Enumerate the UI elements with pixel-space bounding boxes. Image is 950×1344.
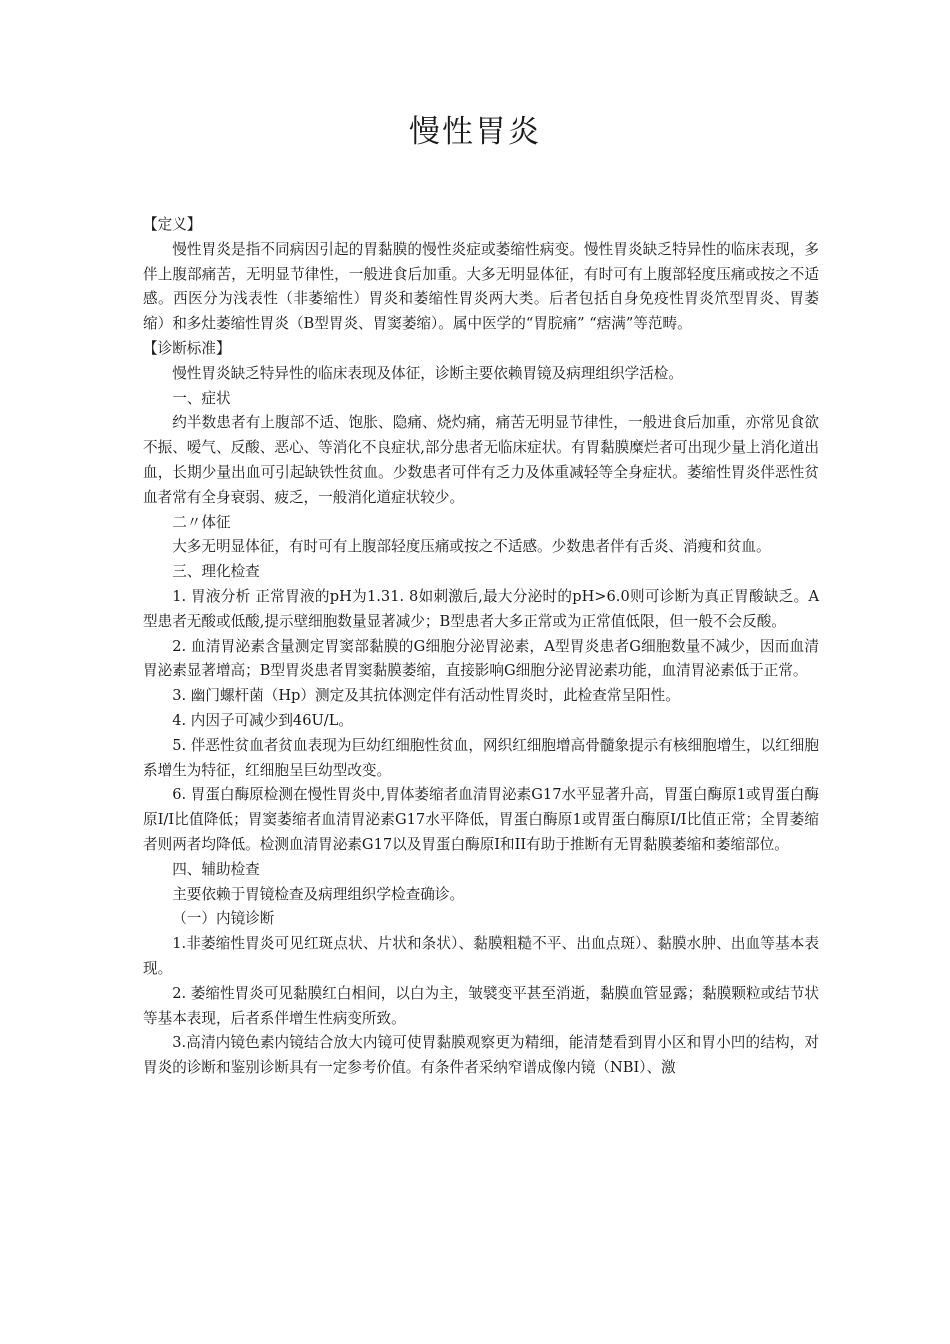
signs-heading: 二〃体征: [172, 513, 231, 531]
aux-heading: 四、辅助检查: [172, 860, 260, 878]
endoscopy-item: 3.高清内镜色素内镜结合放大内镜可使胃黏膜观察更为精细，能清楚看到胃小区和胃小凹的结构，对胃炎的诊断和鉴别诊断具有一定参考价值。有条件者采纳窄谱成像内镜（NBI）、激: [143, 1034, 819, 1077]
diagnosis-heading: 【诊断标准】: [143, 339, 231, 357]
aux-intro: 主要依赖于胃镜检查及病理组织学检查确诊。: [172, 885, 465, 903]
symptoms-heading: 一、症状: [172, 389, 231, 407]
lab-heading: 三、理化检查: [172, 563, 260, 581]
lab-item: 3. 幽门螺杆菌（Hp）测定及其抗体测定伴有活动性胃炎时，此检查常呈阳性。: [172, 687, 680, 705]
page-title: 慢性胃炎: [409, 114, 541, 150]
diagnosis-intro: 慢性胃炎缺乏特异性的临床表现及体征，诊断主要依赖胃镜及病理组织学活检。: [172, 364, 683, 382]
lab-item: 1. 胃液分析 正常胃液的pH为1.31. 8如刺激后,最大分泌时的pH>6.0则可诊断为真正胃酸缺乏。A型患者无酸或低酸,提示壁细胞数量显著减少；B型患者大多正常或为正常值低限，但一般不会反酸。: [143, 587, 819, 630]
signs-paragraph: 大多无明显体征，有时可有上腹部轻度压痛或按之不适感。少数患者伴有舌炎、消瘦和贫血。: [172, 538, 771, 556]
definition-paragraph: 慢性胃炎是指不同病因引起的胃黏膜的慢性炎症或萎缩性病变。慢性胃炎缺乏特异性的临床表现，多伴上腹部痛苦，无明显节律性，一般进食后加重。大多无明显体征，有时可有上腹部轻度压痛或按之不适感。西医分为浅表性（非萎缩性）胃炎和萎缩性胃炎两大类。后者包括自身免疫性胃炎笊型胃炎、胃萎缩）和多灶萎缩性胃炎（B型胃炎、胃窦萎缩）。属中医学的“胃脘痛” “痞满”等范畴。: [143, 240, 819, 333]
lab-item: 5. 伴恶性贫血者贫血表现为巨幼红细胞性贫血，网织红细胞增高骨髓象提示有核细胞增生，以红细胞系增生为特征，红细胞呈巨幼型改变。: [143, 736, 819, 779]
endoscopy-item: 1.非萎缩性胃炎可见红斑点状、片状和条状）、黏膜粗糙不平、出血点斑）、黏膜水肿、出血等基本表现。: [143, 935, 819, 977]
lab-item: 2. 血清胃泌素含量测定胃窦部黏膜的G细胞分泌胃泌素，A型胃炎患者G细胞数量不减少，因而血清胃泌素显著增高；B型胃炎患者胃窦黏膜萎缩，直接影响G细胞分泌胃泌素功能，血清胃泌素低于正常。: [143, 637, 819, 680]
document-body: [143, 213, 819, 1081]
lab-item: 4. 内因子可减少到46U/L。: [172, 711, 353, 729]
endoscopy-item: 2. 萎缩性胃炎可见黏膜红白相间，以白为主，皱襞变平甚至消逝，黏膜血管显露；黏膜颗粒或结节状等基本表现，后者系伴增生性病变所致。: [143, 984, 819, 1027]
lab-item: 6. 胃蛋白酶原检测在慢性胃炎中,胃体萎缩者血清胃泌素G17水平显著升高，胃蛋白酶原1或胃蛋白酶原I/I比值降低；胃窦萎缩者血清胃泌素G17水平降低，胃蛋白酶原1或胃蛋白酶原I/I比值正常；全胃萎缩者则两者均降低。检测血清胃泌素G17以及胃蛋白酶原I和II有助于推断有无胃黏膜萎缩和萎缩部位。: [143, 786, 819, 853]
definition-heading: 【定义】: [143, 216, 202, 233]
endoscopy-heading: （一）内镜诊断: [172, 910, 275, 928]
symptoms-paragraph: 约半数患者有上腹部不适、饱胀、隐痛、烧灼痛，痛苦无明显节律性，一般进食后加重，亦常见食欲不振、嗳气、反酸、恶心、等消化不良症状,部分患者无临床症状。有胃黏膜糜烂者可出现少量上消化道出血，长期少量出血可引起缺铁性贫血。少数患者可伴有乏力及体重减轻等全身症状。萎缩性胃炎伴恶性贫血者常有全身衰弱、疲乏，一般消化道症状较少。: [143, 414, 819, 506]
